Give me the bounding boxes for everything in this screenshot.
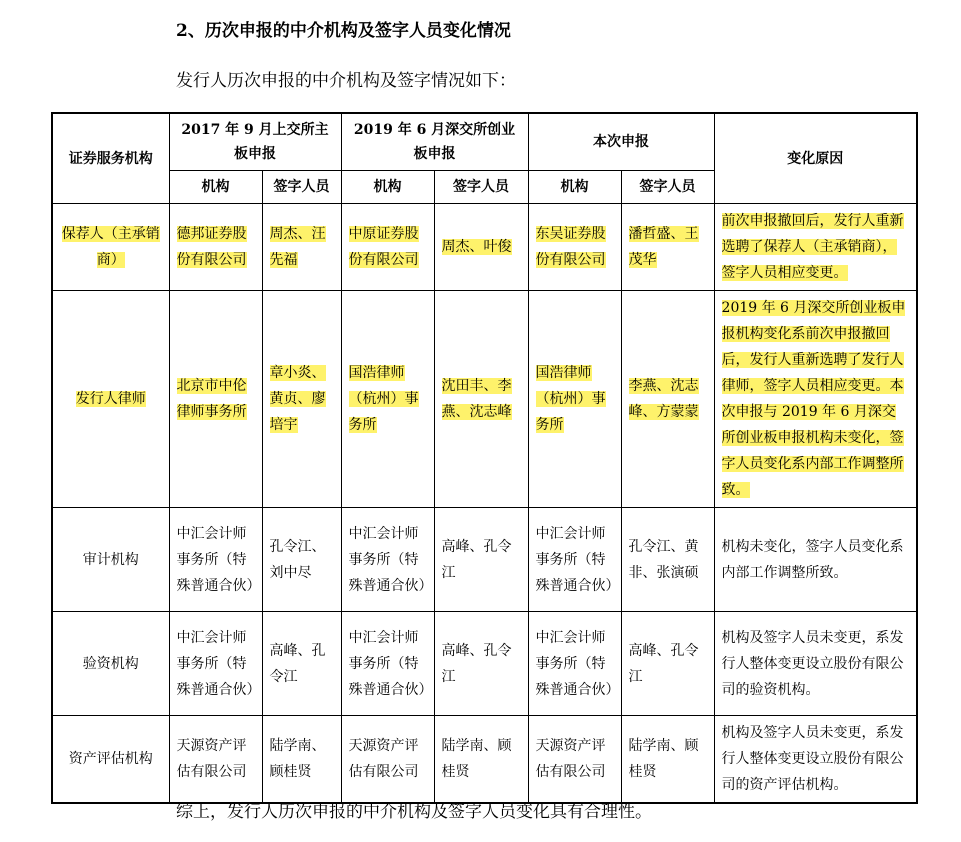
table-cell-signers: [434, 204, 528, 291]
table-cell-category-text: 发行人律师: [75, 391, 146, 407]
table-cell-signers-text: 李燕、沈志峰、方蒙蒙: [628, 378, 699, 420]
subheader-org: 机构: [528, 171, 621, 204]
table-cell-category-text: 资产评估机构: [68, 751, 153, 767]
table-cell-org-text: 天源资产评估有限公司: [535, 738, 606, 780]
intro-paragraph: 发行人历次申报的中介机构及签字情况如下：: [176, 71, 516, 91]
table-cell-category-text: 审计机构: [82, 551, 139, 568]
table-cell-org: [341, 204, 434, 291]
table-cell-reason-text: 2019 年 6 月深交所创业板申报机构变化系前次申报撤回后，发行人重新选聘了发行人律师，签字人员相应变更。本次申报与 2019 年 6 月深交所创业板申报机构未变化，签字人员变化系内部工作调整所致。: [721, 300, 906, 498]
table-cell-signers-text: 孔令江、刘中尽: [269, 538, 326, 581]
table-cell-signers-text: 孔令江、黄非、张演硕: [628, 538, 699, 581]
table-cell-org-text: 中汇会计师事务所（特殊普通合伙）: [535, 525, 620, 594]
table-cell-org: [169, 508, 262, 612]
table-cell-org-text: 国浩律师（杭州）事务所: [348, 365, 419, 433]
table-cell-reason-text: 机构及签字人员未变更，系发行人整体变更设立股份有限公司的资产评估机构。: [721, 725, 904, 793]
table-cell-signers: [434, 508, 528, 612]
table-cell-signers-text: 高峰、孔令江: [628, 642, 699, 685]
table-cell-signers: [262, 291, 341, 508]
table-cell-org: [528, 291, 621, 508]
table-cell-reason-text: 机构及签字人员未变更，系发行人整体变更设立股份有限公司的验资机构。: [721, 629, 904, 698]
table-cell-org-text: 中汇会计师事务所（特殊普通合伙）: [348, 525, 433, 594]
table-cell-org: [528, 204, 621, 291]
table-row: [52, 612, 917, 716]
table-cell-signers: [434, 612, 528, 716]
table-cell-signers: [262, 612, 341, 716]
table-cell-org: [341, 716, 434, 804]
table-cell-category-text: 验资机构: [82, 655, 139, 672]
table-cell-signers: [262, 204, 341, 291]
table-cell-org: [341, 508, 434, 612]
table-cell-org: [169, 612, 262, 716]
table-cell-org-text: 中汇会计师事务所（特殊普通合伙）: [535, 629, 620, 698]
table-cell-signers-text: 周杰、叶俊: [441, 239, 512, 255]
table-row: [52, 716, 917, 804]
table-cell-org-text: 中汇会计师事务所（特殊普通合伙）: [176, 525, 261, 594]
table-cell-signers-text: 章小炎、黄贞、廖培宇: [269, 365, 326, 433]
table-row: [52, 508, 917, 612]
table-cell-org-text: 国浩律师（杭州）事务所: [535, 365, 606, 433]
table-cell-signers-text: 周杰、汪先福: [269, 226, 326, 268]
subheader-org: 机构: [341, 171, 434, 204]
table-cell-signers-text: 沈田丰、李燕、沈志峰: [441, 378, 512, 420]
intermediary-table: [51, 112, 918, 804]
table-row: [52, 291, 917, 508]
table-cell-category: [52, 291, 169, 508]
table-cell-org: [169, 204, 262, 291]
table-cell-org: [341, 291, 434, 508]
table-cell-reason-text: 机构未变化，签字人员变化系内部工作调整所致。: [721, 538, 904, 581]
table-cell-signers: [621, 716, 714, 804]
header-reason: 变化原因: [714, 113, 917, 204]
table-cell-reason: [714, 204, 917, 291]
table-cell-org: [169, 716, 262, 804]
table-cell-signers: [262, 716, 341, 804]
table-cell-signers-text: 高峰、孔令江: [441, 642, 512, 685]
subheader-signer: 签字人员: [434, 171, 528, 204]
table-cell-reason: [714, 612, 917, 716]
subheader-org: 机构: [169, 171, 262, 204]
header-2017-sse: 2017 年 9 月上交所主板申报: [169, 113, 341, 171]
table-cell-signers: [621, 204, 714, 291]
table-cell-org: [341, 612, 434, 716]
header-category: 证券服务机构: [52, 113, 169, 204]
section-heading: 2、历次申报的中介机构及签字人员变化情况: [176, 21, 511, 41]
table-cell-reason: [714, 716, 917, 804]
table-cell-signers: [434, 291, 528, 508]
table-cell-org-text: 北京市中伦律师事务所: [176, 378, 247, 420]
table-cell-category-text: 保荐人（主承销商）: [61, 226, 160, 268]
table-cell-signers-text: 陆学南、顾桂贤: [441, 738, 512, 780]
table-cell-signers-text: 潘哲盛、王茂华: [628, 226, 699, 268]
table-cell-signers-text: 陆学南、顾桂贤: [269, 738, 326, 780]
table-cell-org: [169, 291, 262, 508]
header-current: 本次申报: [528, 113, 714, 171]
table-cell-category: [52, 612, 169, 716]
table-cell-signers: [434, 716, 528, 804]
conclusion-paragraph: 综上，发行人历次申报的中介机构及签字人员变化具有合理性。: [176, 802, 652, 822]
table-cell-signers-text: 陆学南、顾桂贤: [628, 738, 699, 780]
table-cell-org: [528, 716, 621, 804]
table-cell-org: [528, 612, 621, 716]
subheader-signer: 签字人员: [621, 171, 714, 204]
table-cell-signers: [621, 291, 714, 508]
table-cell-signers-text: 高峰、孔令江: [441, 538, 512, 581]
table-cell-signers: [621, 508, 714, 612]
table-cell-org-text: 天源资产评估有限公司: [348, 738, 419, 780]
table-cell-org-text: 德邦证券股份有限公司: [176, 226, 247, 268]
table-cell-reason: [714, 291, 917, 508]
table-cell-org-text: 东吴证券股份有限公司: [535, 226, 606, 268]
table-cell-reason-text: 前次申报撤回后，发行人重新选聘了保荐人（主承销商），签字人员相应变更。: [721, 213, 904, 281]
table-cell-org-text: 天源资产评估有限公司: [176, 738, 247, 780]
table-cell-category: [52, 508, 169, 612]
table-cell-org-text: 中汇会计师事务所（特殊普通合伙）: [176, 629, 261, 698]
table-cell-signers: [621, 612, 714, 716]
table-row: [52, 204, 917, 291]
table-cell-org-text: 中原证券股份有限公司: [348, 226, 419, 268]
table-cell-signers: [262, 508, 341, 612]
table-cell-category: [52, 204, 169, 291]
table-cell-org: [528, 508, 621, 612]
table-cell-org-text: 中汇会计师事务所（特殊普通合伙）: [348, 629, 433, 698]
table-cell-reason: [714, 508, 917, 612]
header-2019-szse: 2019 年 6 月深交所创业板申报: [341, 113, 528, 171]
table-cell-signers-text: 高峰、孔令江: [269, 642, 326, 685]
table-cell-category: [52, 716, 169, 804]
subheader-signer: 签字人员: [262, 171, 341, 204]
